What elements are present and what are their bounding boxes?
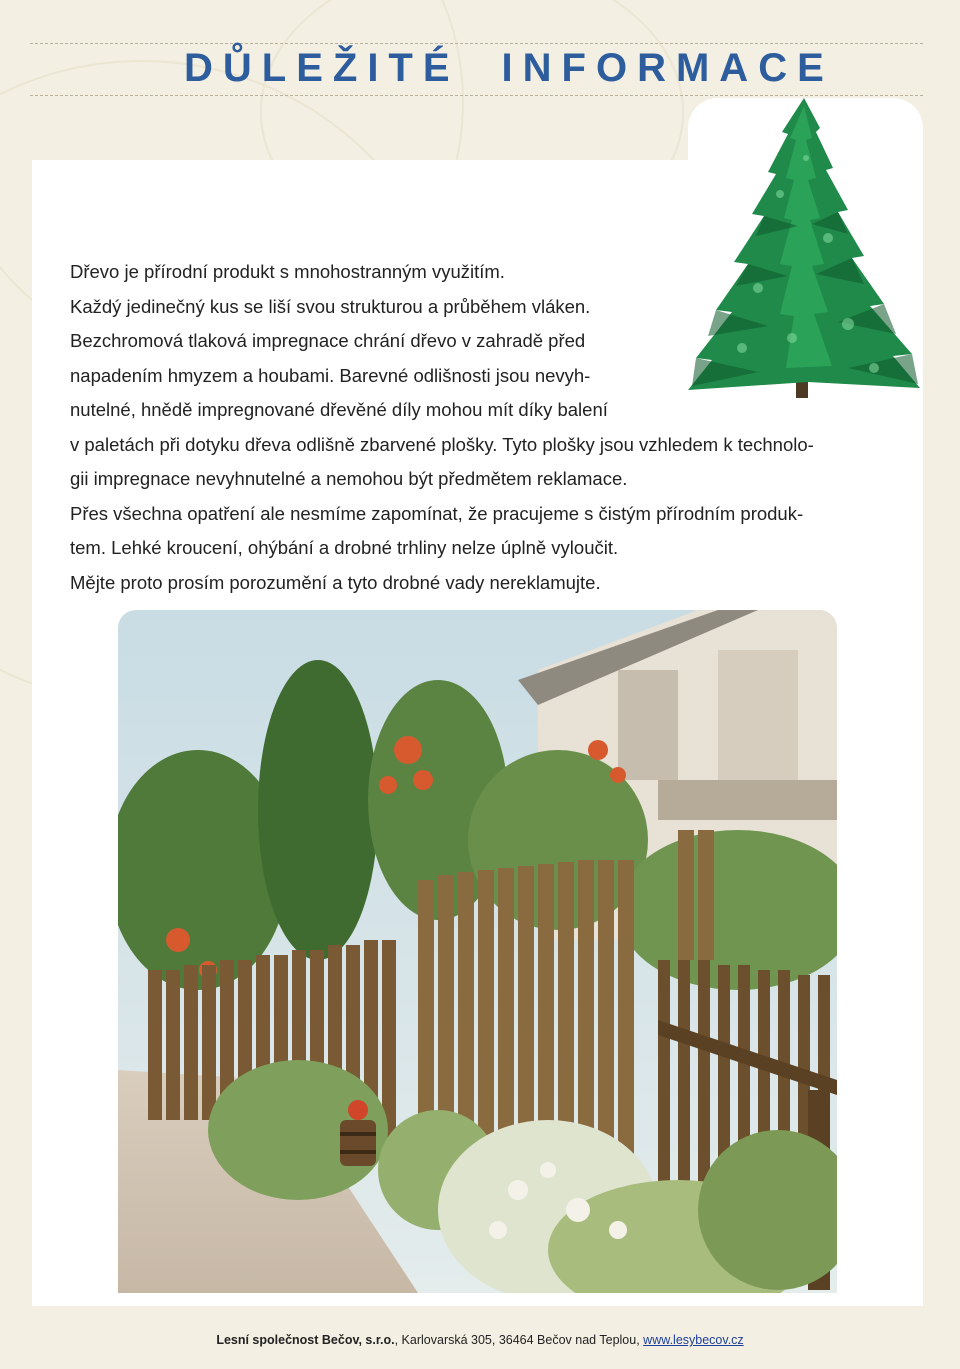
body-text [70,255,900,600]
footer-company: Lesní společnost Bečov, s.r.o. [216,1333,395,1347]
garden-photo [118,610,837,1293]
body-line: Přes všechna opatření ale nesmíme zapomínat, že pracujeme s čistým přírodním produk- [70,502,804,524]
body-line: tem. Lehké kroucení, ohýbání a drobné trhliny nelze úplně vyloučit. [70,537,619,558]
body-line: v paletách při dotyku dřeva odlišně zbarvené plošky. Tyto plošky jsou vzhledem k technolo- [70,433,814,455]
body-line: Dřevo je přírodní produkt s mnohostranným využitím. [70,261,505,282]
footer-address: , Karlovarská 305, 36464 Bečov nad Teplou, [394,1333,644,1347]
title-word-2: INFORMACE [501,46,834,90]
body-line: Každý jedinečný kus se liší svou strukturou a průběhem vláken. [70,295,591,317]
body-line: nutelné, hnědě impregnované dřevěné díly mohou mít díky balení [70,399,608,420]
title-word-1: DŮLEŽITÉ [184,46,460,90]
footer-website-link[interactable]: www.lesybecov.cz [643,1333,744,1347]
page-title [184,46,834,91]
body-line: Bezchromová tlaková impregnace chrání dřevo v zahradě před [70,330,586,351]
title-divider [30,95,923,96]
top-divider [30,43,923,44]
body-line: napadením hmyzem a houbami. Barevné odlišnosti jsou nevyh- [70,364,591,386]
body-line: Mějte proto prosím porozumění a tyto drobné vady nereklamujte. [70,571,601,593]
garden-photo-image [118,610,837,1293]
body-line: gii impregnace nevyhnutelné a nemohou být předmětem reklamace. [70,468,628,489]
footer [0,1333,960,1347]
